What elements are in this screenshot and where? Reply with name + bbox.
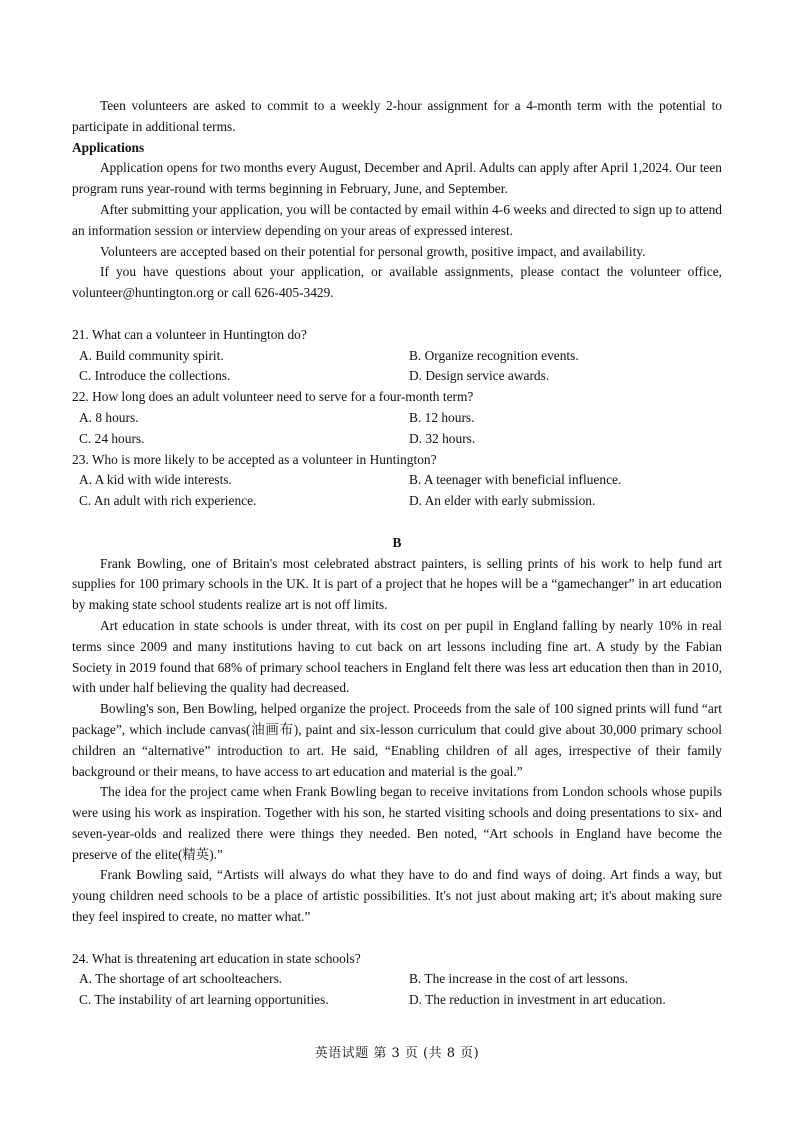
applications-paragraph-2: After submitting your application, you will be contacted by email within 4-6 weeks and directed to sign up to attend an information session or interview depending on your areas of expressed interest. xyxy=(72,201,722,238)
option-c: C. An adult with rich experience. xyxy=(79,493,257,509)
question-stem: 24. What is threatening art education in state schools? xyxy=(72,950,361,966)
option-a: A. 8 hours. xyxy=(79,409,139,425)
option-c: C. The instability of art learning opportunities. xyxy=(79,992,329,1008)
passage-b-paragraph-4: The idea for the project came when Frank Bowling began to receive invitations from London schools whose pupils were using his work as inspiration. Together with his son, he started visiting schools and doing presentations to six- and seven-year-olds and realized there were things they needed. Ben noted, “Art schools in England have become the preserve of the elite(精英).” xyxy=(72,784,722,862)
applications-paragraph-4: If you have questions about your application, or available assignments, please contact the volunteer office, volunteer@huntington.org or call 626-405-3429. xyxy=(72,264,722,301)
option-a: A. Build community spirit. xyxy=(79,347,224,363)
section-heading: B xyxy=(392,534,402,550)
intro-paragraph: Teen volunteers are asked to commit to a weekly 2-hour assignment for a 4-month term with the potential to participate in additional terms. xyxy=(72,98,722,134)
option-b: B. The increase in the cost of art lessons. xyxy=(409,971,629,987)
option-d: D. An elder with early submission. xyxy=(409,493,596,509)
question-stem: 23. Who is more likely to be accepted as a volunteer in Huntington? xyxy=(72,451,437,467)
passage-b-paragraph-3: Bowling's son, Ben Bowling, helped organize the project. Proceeds from the sale of 100 signed prints will fund “art package”, which include canvas(油画布), paint and six-lesson curriculum that could give about 30,000 primary school children an “alternative” introduction to art. He said, “Enabling children of all ages, irrespective of their family background or their means, to have access to art education and material is the goal.” xyxy=(72,701,722,779)
option-d: D. 32 hours. xyxy=(409,430,476,446)
option-c: C. 24 hours. xyxy=(79,430,145,446)
passage-b-paragraph-2: Art education in state schools is under threat, with its cost on per pupil in England falling by nearly 10% in real terms since 2009 and many institutions having to cut back on art lessons including fine art. A study by the Fabian Society in 2019 found that 68% of primary school teachers in England felt there was less art education then than in 2010, with under half believing the quality had decreased. xyxy=(72,617,722,696)
exam-page xyxy=(72,96,722,1011)
option-b: B. 12 hours. xyxy=(409,409,475,425)
option-b: B. A teenager with beneficial influence. xyxy=(409,472,622,488)
option-b: B. Organize recognition events. xyxy=(409,347,579,363)
question-21 xyxy=(72,325,722,387)
spacer xyxy=(72,304,722,325)
option-grid xyxy=(72,408,722,450)
applications-heading: Applications xyxy=(72,139,145,155)
question-22 xyxy=(72,387,722,449)
option-a: A. The shortage of art schoolteachers. xyxy=(79,971,283,987)
spacer xyxy=(72,512,722,533)
question-23 xyxy=(72,450,722,512)
option-a: A. A kid with wide interests. xyxy=(79,472,232,488)
option-grid xyxy=(72,969,722,1011)
option-d: D. Design service awards. xyxy=(409,368,550,384)
question-stem: 21. What can a volunteer in Huntington do? xyxy=(72,326,307,342)
option-grid xyxy=(72,470,722,512)
option-d: D. The reduction in investment in art education. xyxy=(409,992,666,1008)
passage-b-paragraph-1: Frank Bowling, one of Britain's most celebrated abstract painters, is selling prints of his work to help fund art supplies for 100 primary schools in the UK. It is part of a project that he hopes will be a “gamechanger” in art education by making state school students realize art is not off limits. xyxy=(72,555,722,613)
applications-paragraph-3: Volunteers are accepted based on their potential for personal growth, positive impact, and availability. xyxy=(100,243,646,259)
question-24 xyxy=(72,949,722,1011)
passage-b-paragraph-5: Frank Bowling said, “Artists will always do what they have to do and find ways of doing. Art finds a way, but young children need schools to be a place of artistic possibilities. It's not just about making art; it's about making sure they feel inspired to create, no matter what.” xyxy=(72,867,722,925)
spacer xyxy=(72,928,722,949)
page-footer: 英语试题 第 3 页 (共 8 页) xyxy=(314,1046,480,1061)
option-c: C. Introduce the collections. xyxy=(79,368,231,384)
question-stem: 22. How long does an adult volunteer need to serve for a four-month term? xyxy=(72,389,474,405)
applications-paragraph-1: Application opens for two months every August, December and April. Adults can apply after April 1,2024. Our teen program runs year-round with terms beginning in February, June, and September. xyxy=(72,160,722,197)
option-grid xyxy=(72,346,722,388)
